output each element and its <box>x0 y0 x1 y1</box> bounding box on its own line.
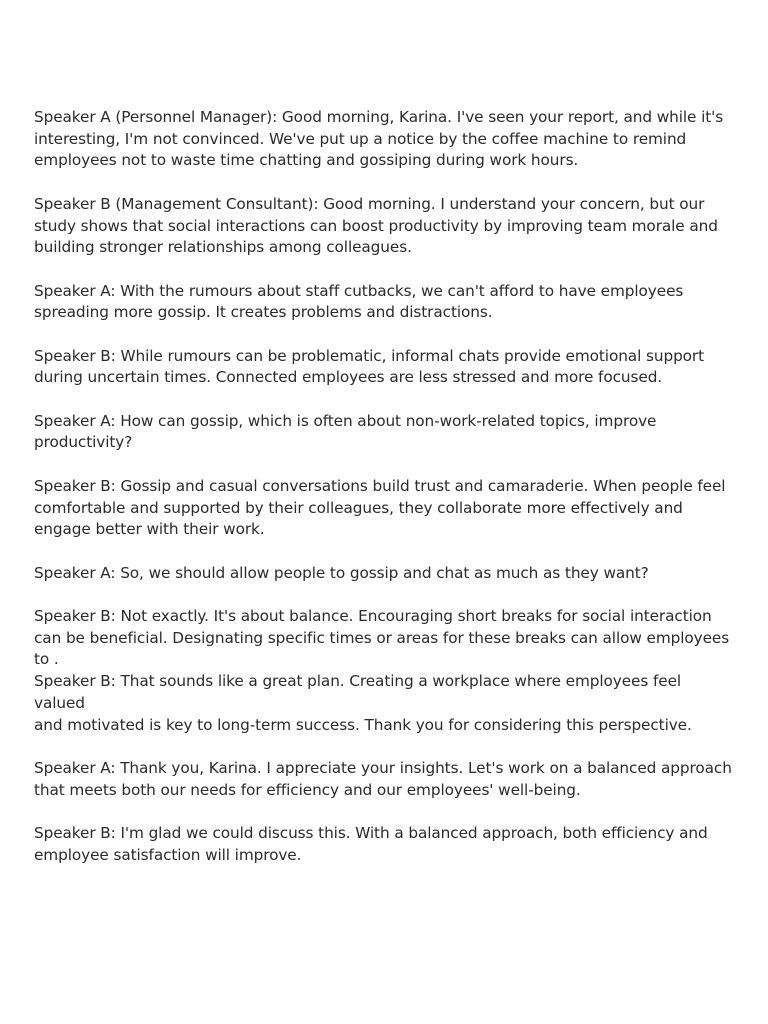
paragraph-1: Speaker A (Personnel Manager): Good morning, Karina. I've seen your report, and while it's interesting, I'm not convinced. We've put up a notice by the coffee machine to remind employees not to waste time chatting and gossiping during work hours. <box>34 108 724 170</box>
paragraph-6: Speaker B: Gossip and casual conversations build trust and camaraderie. When people feel comfortable and supported by their colleagues, they collaborate more effectively and engage better with their work. <box>34 476 726 539</box>
dialogue-document <box>34 107 734 866</box>
paragraph-3: Speaker A: With the rumours about staff cutbacks, we can't afford to have employees spreading more gossip. It creates problems and distractions. <box>34 281 684 322</box>
paragraph-11: Speaker B: I'm glad we could discuss this. With a balanced approach, both efficiency and employee satisfaction will improve. <box>34 824 708 864</box>
paragraph-5: Speaker A: How can gossip, which is often about non-work-related topics, improve productivity? <box>34 411 657 452</box>
paragraph-8: Speaker B: Not exactly. It's about balance. Encouraging short breaks for social interaction can be beneficial. Designating specific times or areas for these breaks can allow employees to . <box>34 607 730 669</box>
paragraph-7: Speaker A: So, we should allow people to gossip and chat as much as they want? <box>34 563 649 582</box>
paragraph-4: Speaker B: While rumours can be problematic, informal chats provide emotional support during uncertain times. Connected employees are less stressed and more focused. <box>34 346 705 387</box>
paragraph-2: Speaker B (Management Consultant): Good morning. I understand your concern, but our study shows that social interactions can boost productivity by improving team morale and building stronger relationships among colleagues. <box>34 194 718 257</box>
paragraph-10: Speaker A: Thank you, Karina. I appreciate your insights. Let's work on a balanced approach that meets both our needs for efficiency and our employees' well-being. <box>34 758 732 799</box>
paragraph-9: Speaker B: That sounds like a great plan. Creating a workplace where employees feel valued and motivated is key to long-term success. Thank you for considering this perspective. <box>34 672 692 734</box>
